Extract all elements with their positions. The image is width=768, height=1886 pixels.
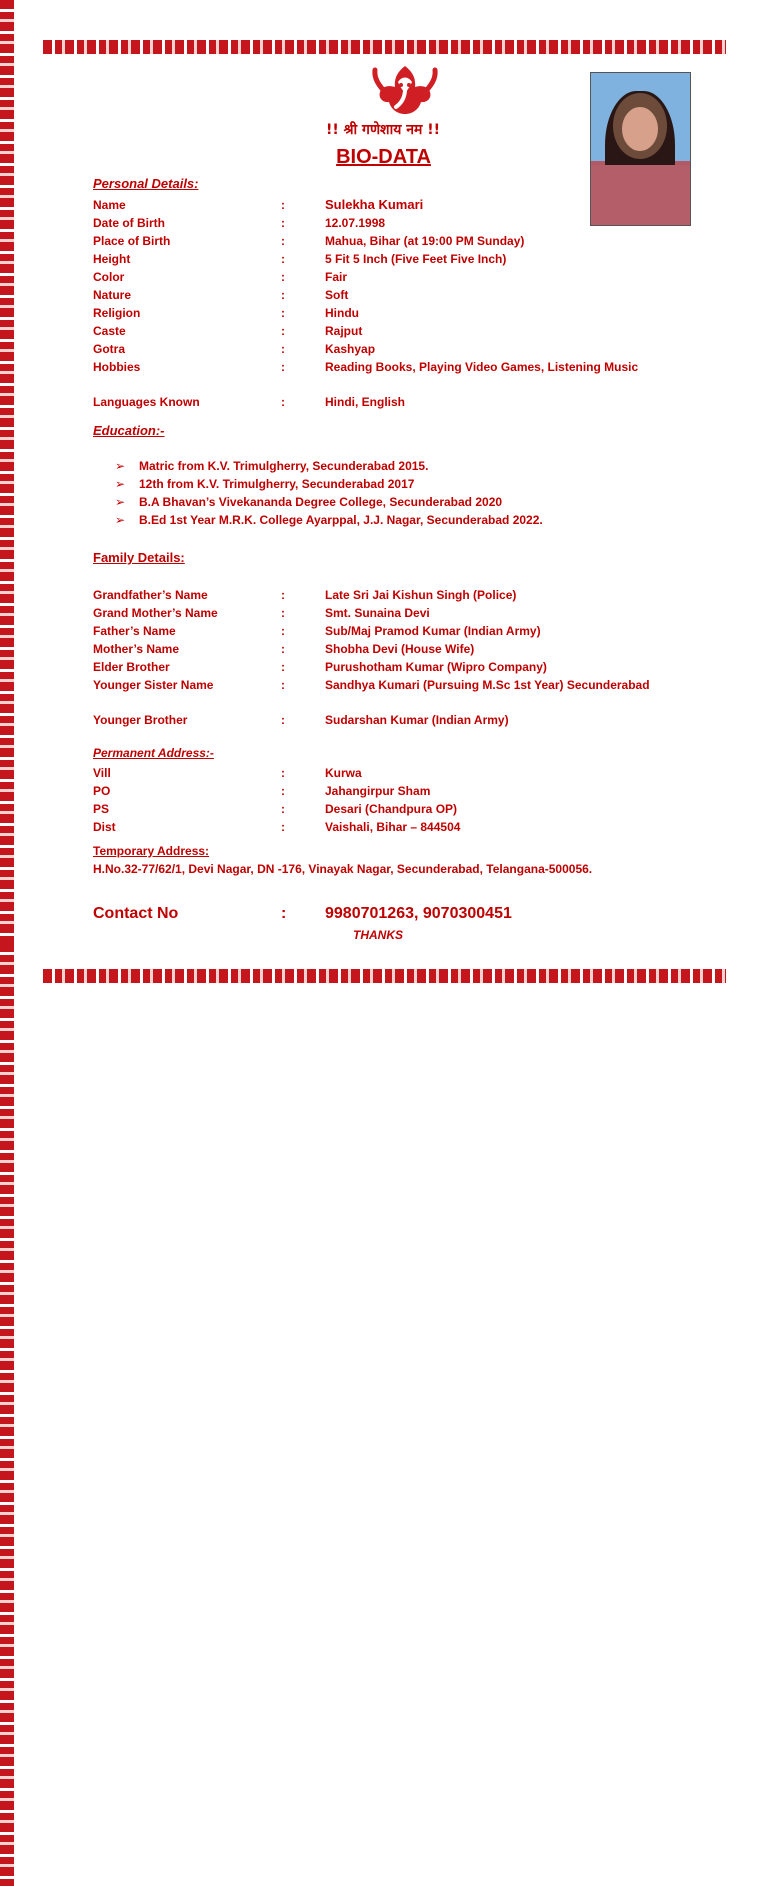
personal-details-title: Personal Details: [93,176,199,191]
row-colon: : [281,784,285,798]
row-value: Vaishali, Bihar – 844504 [325,820,461,834]
row-label: Place of Birth [93,234,171,248]
row-colon: : [281,252,285,266]
row-value: Rajput [325,324,363,338]
row-colon: : [281,288,285,302]
row-colon: : [281,802,285,816]
education-text: 12th from K.V. Trimulgherry, Secunderabad 2017 [139,477,415,491]
row-value: Smt. Sunaina Devi [325,606,430,620]
row-label: Dist [93,820,116,834]
page-title: BIO-DATA [336,146,431,168]
personal-row [93,340,683,358]
row-colon: : [281,216,285,230]
family-row [93,711,683,729]
row-colon: : [281,342,285,356]
family-row [93,640,683,658]
contact-label: Contact No [93,905,179,922]
row-label: Grand Mother’s Name [93,606,218,620]
row-value: Late Sri Jai Kishun Singh (Police) [325,588,517,602]
row-colon: : [281,766,285,780]
row-colon: : [281,678,285,692]
row-value: Shobha Devi (House Wife) [325,642,475,656]
temporary-address-title: Temporary Address: [93,844,210,858]
row-colon: : [281,642,285,656]
row-colon: : [281,820,285,834]
row-value: Reading Books, Playing Video Games, Listening Music [325,360,639,374]
row-label: Height [93,252,131,266]
photo-face [622,107,658,151]
contact-row [93,905,713,929]
permanent-address-row [93,764,683,782]
arrow-bullet-icon: ➢ [115,513,126,527]
family-row [93,586,683,604]
row-label: Religion [93,306,141,320]
education-text: B.Ed 1st Year M.R.K. College Ayarppal, J.J. Nagar, Secunderabad 2022. [139,513,543,527]
permanent-address-row [93,782,683,800]
permanent-address-row [93,800,683,818]
arrow-bullet-icon: ➢ [115,495,126,509]
row-label: Name [93,198,126,212]
row-label: Younger Sister Name [93,678,214,692]
row-colon: : [281,234,285,248]
row-colon: : [281,606,285,620]
decorative-border-right [0,943,14,1886]
arrow-bullet-icon: ➢ [115,459,126,473]
row-value: Sub/Maj Pramod Kumar (Indian Army) [325,624,541,638]
decorative-border-left [0,0,14,943]
education-text: B.A Bhavan’s Vivekananda Degree College, Secunderabad 2020 [139,495,503,509]
row-label: Gotra [93,342,126,356]
row-colon: : [281,905,287,922]
contact-value: 9980701263, 9070300451 [325,905,512,922]
row-label: Date of Birth [93,216,165,230]
biodata-page [57,54,712,969]
decorative-border-bottom [43,969,726,983]
row-colon: : [281,270,285,284]
row-colon: : [281,324,285,338]
row-colon: : [281,198,285,212]
personal-row [93,214,683,232]
row-value: Kurwa [325,766,362,780]
row-colon: : [281,624,285,638]
personal-row [93,250,683,268]
row-value: Hindi, English [325,395,405,409]
row-value: Purushotham Kumar (Wipro Company) [325,660,547,674]
row-label: Younger Brother [93,713,188,727]
row-label: Mother’s Name [93,642,180,656]
permanent-address-title: Permanent Address:- [93,746,214,760]
row-colon: : [281,395,285,409]
personal-row [93,393,683,411]
family-row [93,622,683,640]
row-label: PS [93,802,110,816]
personal-row [93,358,683,394]
row-label: Hobbies [93,360,141,374]
row-colon: : [281,713,285,727]
permanent-address-row [93,818,683,836]
education-title: Education:- [93,423,165,438]
row-label: Nature [93,288,132,302]
row-colon: : [281,660,285,674]
row-value: Hindu [325,306,359,320]
family-row [93,658,683,676]
row-colon: : [281,306,285,320]
row-value: Soft [325,288,349,302]
row-value: Jahangirpur Sham [325,784,431,798]
education-text: Matric from K.V. Trimulgherry, Secunderabad 2015. [139,459,429,473]
personal-row [93,196,683,214]
row-label: Caste [93,324,126,338]
row-colon: : [281,360,285,374]
row-value: 12.07.1998 [325,216,386,230]
personal-row [93,232,683,250]
row-value: Kashyap [325,342,376,356]
row-value: 5 Fit 5 Inch (Five Feet Five Inch) [325,252,507,266]
row-label: Grandfather’s Name [93,588,208,602]
family-details-title: Family Details: [93,550,185,565]
thanks-text: THANKS [353,928,403,942]
row-label: Father’s Name [93,624,176,638]
family-row [93,676,683,712]
personal-row [93,322,683,340]
row-label: Languages Known [93,395,200,409]
temporary-address-value: H.No.32-77/62/1, Devi Nagar, DN -176, Vinayak Nagar, Secunderabad, Telangana-500056. [93,862,593,876]
decorative-border-top [43,40,726,54]
row-value: Sudarshan Kumar (Indian Army) [325,713,509,727]
ganesha-icon [360,60,450,120]
row-label: PO [93,784,111,798]
row-value: Mahua, Bihar (at 19:00 PM Sunday) [325,234,525,248]
row-value: Desari (Chandpura OP) [325,802,458,816]
blessing-text: !! श्री गणेशाय नम !! [326,122,440,138]
row-label: Vill [93,766,111,780]
row-value: Fair [325,270,348,284]
row-value: Sulekha Kumari [325,197,424,212]
family-row [93,604,683,622]
personal-row [93,286,683,304]
personal-row [93,268,683,286]
arrow-bullet-icon: ➢ [115,477,126,491]
row-value: Sandhya Kumari (Pursuing M.Sc 1st Year) Secunderabad [325,678,650,692]
row-label: Elder Brother [93,660,170,674]
personal-row [93,304,683,322]
row-label: Color [93,270,125,284]
row-colon: : [281,588,285,602]
